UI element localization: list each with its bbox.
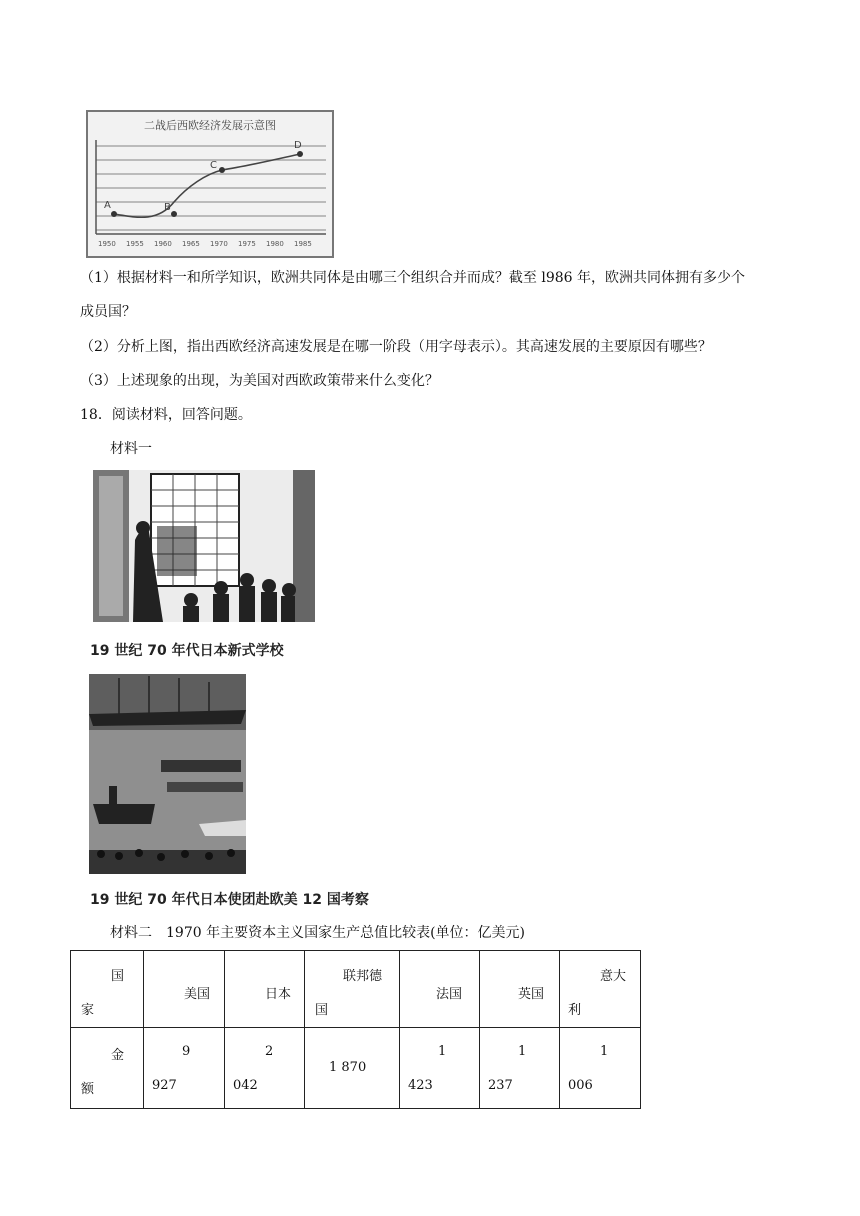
japanese-mission-ships-image	[89, 674, 246, 874]
table-cell: 美国	[144, 951, 225, 1028]
table-cell: 9 927	[144, 1028, 225, 1109]
chart-point-c	[219, 167, 225, 173]
table-cell: 1 006	[560, 1028, 641, 1109]
table-cell: 日本	[225, 951, 305, 1028]
table-cell: 1 423	[400, 1028, 480, 1109]
question-1-line-2: 成员国？	[80, 304, 136, 320]
table-cell: 意大 利	[560, 951, 641, 1028]
chart-x-tick: 1965	[182, 240, 200, 248]
table-cell: 联邦德 国	[305, 951, 400, 1028]
table-row	[71, 1028, 641, 1109]
chart-label-d: D	[294, 140, 302, 151]
chart-title: 二战后西欧经济发展示意图	[144, 119, 276, 132]
chart-x-tick: 1970	[210, 240, 228, 248]
west-europe-economy-chart-image	[86, 110, 334, 258]
chart-x-tick: 1975	[238, 240, 256, 248]
table-cell: 金 额	[71, 1028, 144, 1109]
chart-x-tick: 1960	[154, 240, 172, 248]
question-1-line-1: （1）根据材料一和所学知识，欧洲共同体是由哪三个组织合并而成？截至 l986 年，欧洲共同体拥有多少个	[80, 270, 746, 286]
material-2-title: 材料二 1970 年主要资本主义国家生产总值比较表(单位：亿美元)	[110, 925, 526, 941]
material-1-label: 材料一	[110, 441, 152, 457]
table-cell: 2 042	[225, 1028, 305, 1109]
table-cell: 1 237	[480, 1028, 560, 1109]
question-3: （3）上述现象的出现，为美国对西欧政策带来什么变化？	[80, 373, 439, 389]
japanese-school-image	[93, 470, 315, 622]
chart-x-tick: 1955	[126, 240, 144, 248]
table-cell: 国 家	[71, 951, 144, 1028]
chart-label-c: C	[210, 160, 217, 171]
chart-graphic	[88, 112, 332, 256]
caption-ships: 19 世纪 70 年代日本使团赴欧美 12 国考察	[90, 892, 369, 908]
table-header-row	[71, 951, 641, 1028]
question-18-heading: 18．阅读材料，回答问题。	[80, 407, 252, 423]
gdp-comparison-table	[70, 950, 641, 1109]
chart-x-tick: 1980	[266, 240, 284, 248]
chart-label-b: B	[164, 202, 171, 213]
chart-label-a: A	[104, 200, 111, 211]
school-illustration	[93, 470, 315, 622]
caption-school: 19 世纪 70 年代日本新式学校	[90, 643, 284, 659]
chart-x-tick: 1950	[98, 240, 116, 248]
table-cell: 法国	[400, 951, 480, 1028]
ships-illustration	[89, 674, 246, 874]
table-cell: 1 870	[305, 1028, 400, 1109]
chart-point-a	[111, 211, 117, 217]
chart-point-b	[171, 211, 177, 217]
chart-point-d	[297, 151, 303, 157]
chart-x-tick: 1985	[294, 240, 312, 248]
question-2: （2）分析上图，指出西欧经济高速发展是在哪一阶段（用字母表示）。其高速发展的主要原因有哪些？	[80, 339, 712, 355]
table-cell: 英国	[480, 951, 560, 1028]
